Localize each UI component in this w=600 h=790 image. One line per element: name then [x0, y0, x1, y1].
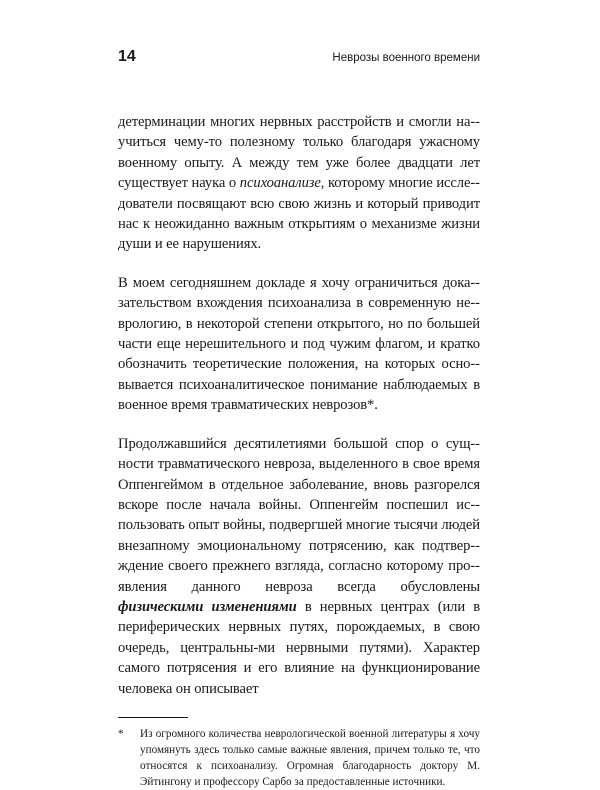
running-title: Неврозы военного времени — [332, 52, 480, 64]
footnote-rule — [118, 717, 188, 718]
footnote-mark: * — [118, 727, 124, 740]
emphasis-term: физическими изменениями — [118, 598, 297, 615]
paragraph-text: Продолжавшийся десятилетиями большой спор о сущ-ности травматического невроза, выделенного в свое время Оппенгеймом в отдельное заболевание, вновь разгорелся вскоре после начала войны. Оппенгейм поспешил ис-пользовать опыт войны, подвергшей многие тысячи людей внезапному эмоциональному потрясению, как подтвер-ждение своего прежнего взгляда, согласно которому про-явления данного невроза всегда обусловлены — [118, 435, 480, 595]
paragraph-text: детерминации многих нервных расстройств и смогли на-учиться чему-то полезному только благодаря ужасному военному опыту. А между тем уже более двадцати лет существует наука о — [118, 114, 480, 192]
emphasis-term: психоанализе — [239, 175, 321, 192]
paragraph — [118, 112, 480, 255]
paragraph — [118, 434, 480, 699]
paragraph-text: в нервных центрах (или в периферических нервных путях, порождаемых, в свою очередь, центральны-ми нервными путями). Характер самого потрясения и его влияние на функционирование человека он описывает — [118, 598, 480, 697]
page-number: 14 — [118, 48, 136, 65]
paragraph-text: В моем сегодняшнем докладе я хочу ограничиться дока-зательством вхождения психоанализа в современную не-врологию, в некоторой степени открытого, но по большей части еще нерешительного и под чужим флагом, и кратко обозначить теоретические положения, на которых осно-вывается психоаналитическое понимание наблюдаемых в военное время травматических неврозов*. — [118, 274, 480, 414]
paragraph — [118, 273, 480, 416]
paragraph-text: , которому многие иссле-дователи посвящают всю свою жизнь и который приводит нас к неожиданно важным открытиям о механизме жизни души и ее нарушениях. — [118, 175, 480, 253]
running-head — [118, 48, 480, 70]
footnote-text: Из огромного количества неврологической военной литературы я хочу упомянуть здесь только самые важные явления, причем только те, что относятся к психоанализу. Огромная благодарность доктору М. Эйтингону и профессору Сарбо за предоставленные источники. — [140, 727, 480, 788]
book-page — [118, 48, 480, 790]
footnote — [118, 726, 480, 790]
body-text — [118, 112, 480, 699]
